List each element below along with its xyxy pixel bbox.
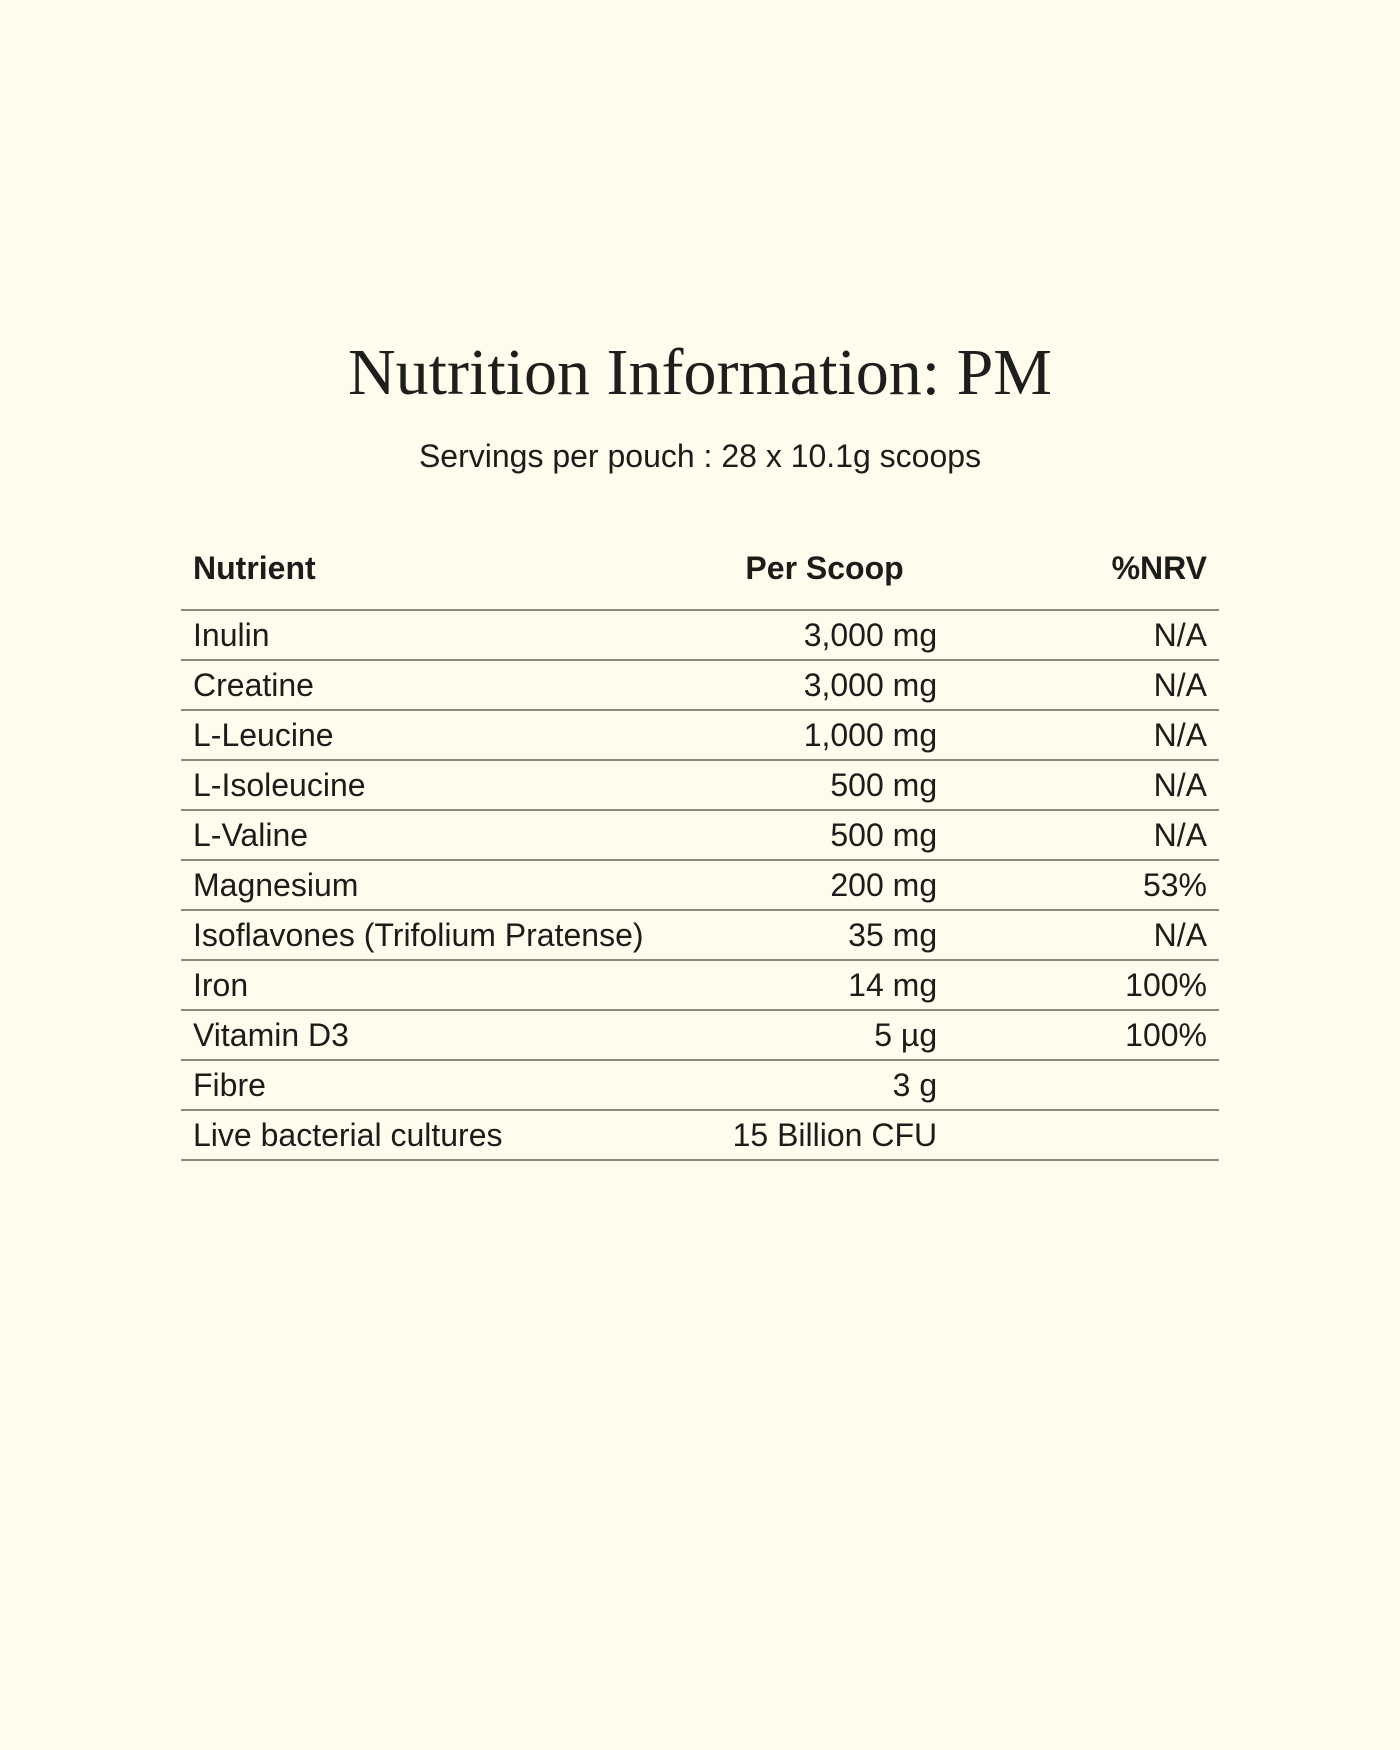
nutrient-name: Live bacterial cultures xyxy=(181,1110,700,1160)
nrv-value xyxy=(949,1110,1219,1160)
table-row xyxy=(181,960,1219,1010)
per-scoop-value: 3 g xyxy=(700,1060,949,1110)
table-row xyxy=(181,910,1219,960)
per-scoop-value: 500 mg xyxy=(700,810,949,860)
per-scoop-value: 15 Billion CFU xyxy=(700,1110,949,1160)
table-row xyxy=(181,1110,1219,1160)
table-row xyxy=(181,760,1219,810)
per-scoop-value: 500 mg xyxy=(700,760,949,810)
nutrition-table-header xyxy=(181,550,1219,610)
column-header-nrv: %NRV xyxy=(949,550,1219,610)
table-row xyxy=(181,660,1219,710)
nutrient-name: Magnesium xyxy=(181,860,700,910)
per-scoop-value: 5 µg xyxy=(700,1010,949,1060)
nrv-value: 100% xyxy=(949,1010,1219,1060)
column-header-per-scoop: Per Scoop xyxy=(700,550,949,610)
nrv-value: N/A xyxy=(949,910,1219,960)
header-row xyxy=(181,550,1219,610)
nutrient-name: Fibre xyxy=(181,1060,700,1110)
table-row xyxy=(181,810,1219,860)
table-row xyxy=(181,860,1219,910)
per-scoop-value: 200 mg xyxy=(700,860,949,910)
nutrient-name: L-Valine xyxy=(181,810,700,860)
nrv-value: 100% xyxy=(949,960,1219,1010)
nutrient-name: L-Leucine xyxy=(181,710,700,760)
table-row xyxy=(181,1060,1219,1110)
per-scoop-value: 14 mg xyxy=(700,960,949,1010)
nrv-value: 53% xyxy=(949,860,1219,910)
nutrient-name: Iron xyxy=(181,960,700,1010)
nrv-value: N/A xyxy=(949,710,1219,760)
nutrient-name: Inulin xyxy=(181,610,700,660)
table-row xyxy=(181,710,1219,760)
per-scoop-value: 3,000 mg xyxy=(700,610,949,660)
column-header-nutrient: Nutrient xyxy=(181,550,700,610)
nutrition-table xyxy=(181,550,1219,1161)
nutrient-name: L-Isoleucine xyxy=(181,760,700,810)
table-row xyxy=(181,610,1219,660)
per-scoop-value: 35 mg xyxy=(700,910,949,960)
nutrition-table-body xyxy=(181,610,1219,1160)
servings-subtitle: Servings per pouch : 28 x 10.1g scoops xyxy=(418,438,982,474)
nrv-value: N/A xyxy=(949,810,1219,860)
nrv-value: N/A xyxy=(949,660,1219,710)
page-title: Nutrition Information: PM xyxy=(348,336,1052,409)
nutrient-name: Vitamin D3 xyxy=(181,1010,700,1060)
table-row xyxy=(181,1010,1219,1060)
nrv-value: N/A xyxy=(949,760,1219,810)
per-scoop-value: 1,000 mg xyxy=(700,710,949,760)
nrv-value xyxy=(949,1060,1219,1110)
nrv-value: N/A xyxy=(949,610,1219,660)
nutrient-name: Creatine xyxy=(181,660,700,710)
nutrient-name: Isoflavones (Trifolium Pratense) xyxy=(181,910,700,960)
per-scoop-value: 3,000 mg xyxy=(700,660,949,710)
